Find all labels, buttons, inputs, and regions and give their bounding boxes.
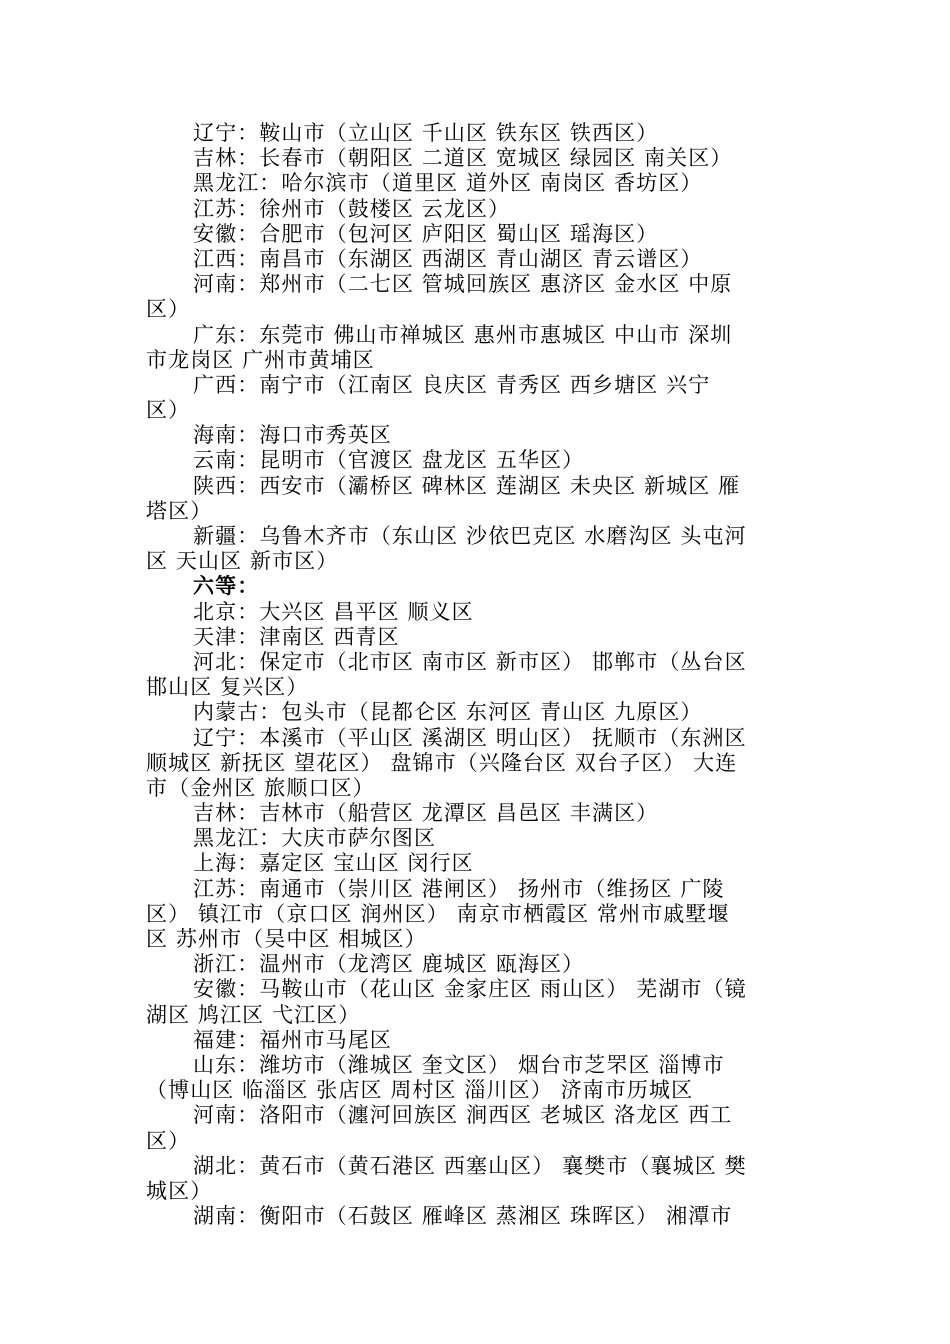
text-line: 安徽：合肥市（包河区 庐阳区 蜀山区 瑶海区） [193, 221, 659, 246]
section-heading: 六等： [193, 574, 260, 599]
text-line: 吉林：吉林市（船营区 龙潭区 昌邑区 丰满区） [193, 801, 659, 826]
text-line: 区） [146, 297, 191, 322]
text-line: 吉林：长春市（朝阳区 二道区 宽城区 绿园区 南关区） [193, 146, 733, 171]
text-line: 区） [146, 1128, 191, 1153]
text-line: 江苏：徐州市（鼓楼区 云龙区） [193, 196, 511, 221]
text-line: 北京：大兴区 昌平区 顺义区 [193, 599, 474, 624]
text-line: 市龙岗区 广州市黄埔区 [146, 347, 375, 372]
text-line: 湖北：黄石市（黄石港区 西塞山区） 襄樊市（襄城区 樊 [193, 1153, 747, 1178]
text-line: 辽宁：鞍山市（立山区 千山区 铁东区 铁西区） [193, 121, 659, 145]
text-line: 辽宁：本溪市（平山区 溪湖区 明山区） 抚顺市（东洲区 [193, 725, 747, 750]
text-line: 安徽：马鞍山市（花山区 金家庄区 雨山区） 芜湖市（镜 [193, 977, 747, 1002]
text-line: 湖区 鸠江区 弋江区） [146, 1002, 361, 1027]
text-line: 陕西：西安市（灞桥区 碑林区 莲湖区 未央区 新城区 雁 [193, 473, 741, 498]
text-line: （博山区 临淄区 张店区 周村区 淄川区） 济南市历城区 [146, 1078, 694, 1103]
text-line: 河南：郑州市（二七区 管城回族区 惠济区 金水区 中原 [193, 272, 733, 297]
text-line: 塔区） [146, 498, 213, 523]
document-body [146, 121, 806, 1229]
text-line: 区 天山区 新市区） [146, 549, 339, 574]
text-line: 福建：福州市马尾区 [193, 1027, 392, 1052]
text-line: 区） 镇江市（京口区 润州区） 南京市栖霞区 常州市戚墅堰 [146, 901, 730, 926]
text-line: 广东：东莞市 佛山市禅城区 惠州市惠城区 中山市 深圳 [193, 322, 733, 347]
text-line: 内蒙古：包头市（昆都仑区 东河区 青山区 九原区） [193, 700, 703, 725]
text-line: 山东：潍坊市（潍城区 奎文区） 烟台市芝罘区 淄博市 [193, 1052, 725, 1077]
text-line: 海南：海口市秀英区 [193, 423, 392, 448]
text-line: 上海：嘉定区 宝山区 闵行区 [193, 851, 474, 876]
text-line: 湖南：衡阳市（石鼓区 雁峰区 蒸湘区 珠晖区） 湘潭市 [193, 1204, 733, 1229]
text-line: 云南：昆明市（官渡区 盘龙区 五华区） [193, 448, 585, 473]
text-line: 区） [146, 398, 191, 423]
text-line: 河南：洛阳市（瀍河回族区 涧西区 老城区 洛龙区 西工 [193, 1103, 733, 1128]
text-line: 江苏：南通市（崇川区 港闸区） 扬州市（维扬区 广陵 [193, 876, 725, 901]
text-line: 广西：南宁市（江南区 良庆区 青秀区 西乡塘区 兴宁 [193, 372, 711, 397]
text-line: 黑龙江：哈尔滨市（道里区 道外区 南岗区 香坊区） [193, 171, 703, 196]
text-line: 天津：津南区 西青区 [193, 624, 400, 649]
text-line: 顺城区 新抚区 望花区） 盘锦市（兴隆台区 双台子区） 大连 [146, 750, 738, 775]
text-line: 区 苏州市（吴中区 相城区） [146, 927, 427, 951]
text-line: 邯山区 复兴区） [146, 675, 309, 700]
text-line: 河北：保定市（北市区 南市区 新市区） 邯郸市（丛台区 [193, 649, 747, 674]
text-line: 新疆：乌鲁木齐市（东山区 沙依巴克区 水磨沟区 头屯河 [193, 524, 747, 548]
text-line: 市（金州区 旅顺口区） [146, 775, 375, 800]
text-line: 浙江：温州市（龙湾区 鹿城区 瓯海区） [193, 952, 585, 977]
text-line: 黑龙江：大庆市萨尔图区 [193, 826, 437, 851]
text-line: 城区） [146, 1178, 213, 1203]
text-line: 江西：南昌市（东湖区 西湖区 青山湖区 青云谱区） [193, 246, 703, 271]
